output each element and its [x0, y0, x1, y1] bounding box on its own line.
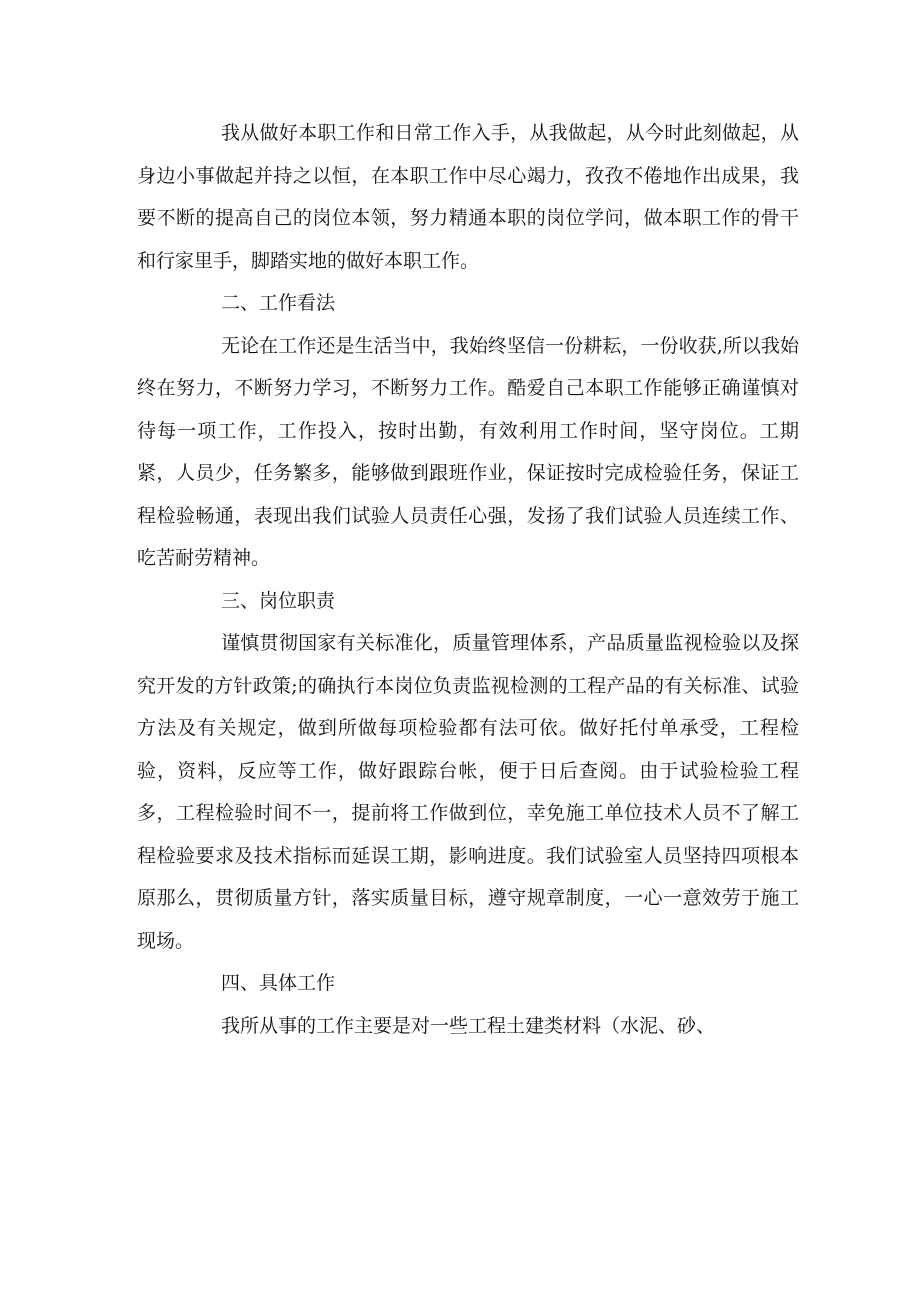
paragraph-self-work: 我从做好本职工作和日常工作入手，从我做起，从今时此刻做起，从身边小事做起并持之以恒，在本职工作中尽心竭力，孜孜不倦地作出成果，我要不断的提高自己的岗位本领，努力精通本职的岗位学问，做本职工作的骨干和行家里手，脚踏实地的做好本职工作。	[137, 122, 799, 272]
paragraph-work-view: 无论在工作还是生活当中，我始终坚信一份耕耘，一份收获,所以我始终在努力，不断努力学习，不断努力工作。酷爱自己本职工作能够正确谨慎对待每一项工作，工作投入，按时出勤，有效利用工作时间，坚守岗位。工期紧，人员少，任务繁多，能够做到跟班作业，保证按时完成检验任务，保证工程检验畅通，表现出我们试验人员责任心强，发扬了我们试验人员连续工作、吃苦耐劳精神。	[137, 334, 799, 569]
paragraph-specific-work: 我所从事的工作主要是对一些工程土建类材料（水泥、砂、	[221, 1014, 716, 1037]
section-heading-duties: 三、岗位职责	[221, 589, 336, 612]
section-heading-work-view: 二、工作看法	[221, 292, 336, 314]
section-heading-specific-work: 四、具体工作	[221, 972, 336, 994]
paragraph-duties: 谨慎贯彻国家有关标准化，质量管理体系，产品质量监视检验以及探究开发的方针政策;的确执行本岗位负责监视检测的工程产品的有关标准、试验方法及有关规定，做到所做每项检验都有法可依。做好托付单承受，工程检验，资料，反应等工作，做好跟踪台帐，便于日后查阅。由于试验检验工程多，工程检验时间不一，提前将工作做到位，幸免施工单位技术人员不了解工程检验要求及技术指标而延误工期，影响进度。我们试验室人员坚持四项根本原那么，贯彻质量方针，落实质量目标，遵守规章制度，一心一意效劳于施工现场。	[137, 632, 799, 952]
document-body	[137, 112, 799, 1047]
